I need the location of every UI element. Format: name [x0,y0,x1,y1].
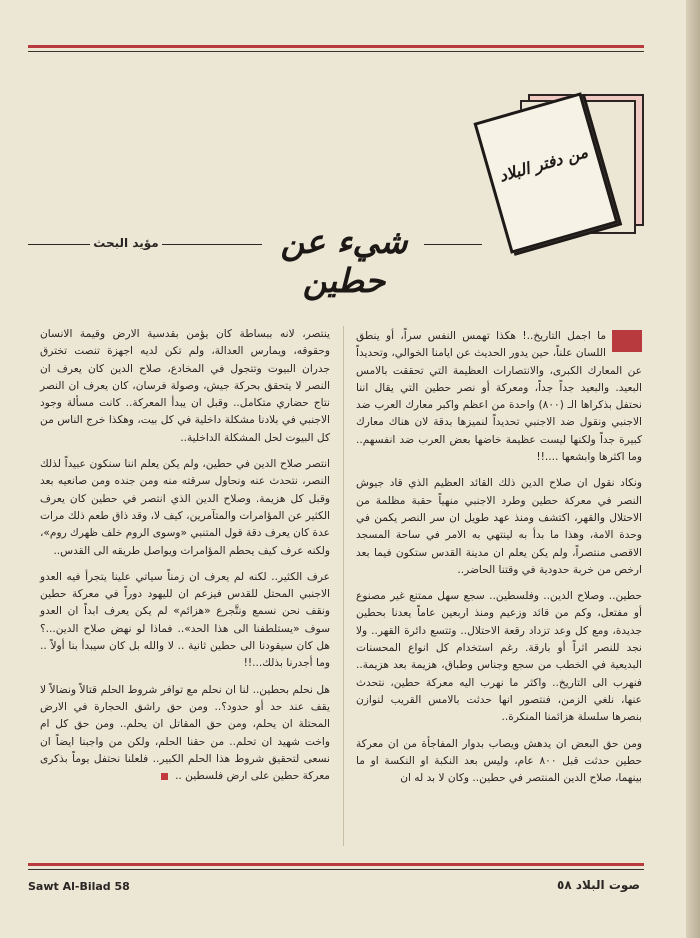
paragraph: ما اجمل التاريخ..! هكذا تهمس النفس سراً، أو ينطق اللسان علناً، حين يدور الحديث عن ايامنا الخوالي، وتحديداً عن المعارك الكبرى، والانتصارات العظيمة التي تحققت بالامس البعيد. والبعيد جداً جداً، ومعركة أو نصر حطين التي يقال اننا نحتفل بذكراها الـ (٨٠٠) واحدة من اعظم واكبر معارك العرب ضد الاجنبي ونقول ضد الاجنبي تحديداً لنميزها بدقة لان هناك معارك كبيرة جداً ولكنها ليست عظيمة خاضها بعض العرب ضد انفسهم.. وما اكثرها وابشعها ....!! [356,330,642,464]
headline-rule-left [28,244,90,245]
paragraph: عرف الكثير.. لكنه لم يعرف ان زمناً سياتي علينا يتجرأ فيه العدو الاجنبي المحتل للقدس فيزعم ان لليهود دوراً في معركة حطين ونقف نحن نسمع ونتَّجرع «هزائم» لم يكن يعرف ابداً ان العدو سوف «يستلطفنا الى هذا الحد».. فماذا لو نهض صلاح الدين...؟ هل كان سيقودنا الى حطين ثانية .. لا والله بل كان سيبدأ بنا أولاً .. وما أجدرنا بذلك...!! [40,570,330,670]
section-title: من دفتر البلاد [496,142,590,186]
page-edge [686,0,700,938]
footer-folio-arabic: صوت البلاد ٥٨ [557,878,640,892]
headline-rule-middle [162,244,262,245]
footer-folio-english: Sawt Al-Bilad 58 [28,880,130,893]
paragraph: هل نحلم بحطين.. لنا ان نحلم مع توافر شروط الحلم قتالاً ونضالاً لا يقف عند حد أو حدود؟.. ومن حق راشق الحجارة في الارض المحتلة ان يحلم، ومن حق المقاتل ان يحلم.. ومن حق كل ام واخت شهيد ان تحلم.. من حقنا الحلم، ولكن من واجبنا ايضاً ان نسعى لتحقيق شروط هذا الحلم الكبير.. فلعلنا نحتفل يوماً بذكرى معركة حطين على ارض فلسطين .. [40,683,330,783]
author-name: مؤيد البحث [93,236,159,250]
paragraph: حطين.. وصلاح الدين.. وفلسطين.. سجع سهل ممتنع غير مصنوع أو مفتعل، وكم من قائد وزعيم ومنذ اربعين عاماً يعدنا بحطين جديدة، ومع كل وعد تزداد رقعة الاحتلال.. وتتسع دائرة القهر.. ولا نجد للنصر اثراً أو بارقة. رغم استخدام كل انواع المحسنات البديعية في الخطب من سجع وجناس وطباق، هزيمة بعد هزيمة.. فنهرب الى التاريخ.. واكثر ما نهرب اليه معركة حطين، نتحدث عنها، نلغي الزمن، فنتصور انها حدثت بالامس القريب لنوازن بنصرها سلسلة هزائمنا المنكرة.. [356,590,642,724]
end-of-article-mark [161,773,168,780]
headline-rule-right [424,244,482,245]
article-column-right [356,328,642,796]
article-column-left [40,326,330,794]
paragraph: ومن حق البعض ان يدهش ويصاب بدوار المفاجأة من ان معركة حطين حدثت قبل ٨٠٠ عام، وليس بعد النكبة او النكسة او ما بينهما، صلاح الدين المنتصر في حطين.. وكان لا بد له ان [356,737,642,785]
bottom-rule [28,863,644,870]
page-title: شيء عن حطين [280,222,408,300]
drop-cap-mark [612,330,642,352]
paragraph: ينتصر، لانه ببساطة كان يؤمن بقدسية الارض وقيمة الانسان وحقوقه، ويمارس العدالة، ولم تكن لديه اجهزة تنصت تخترق جدران البيوت وتتجول في المخادع، صلاح الدين كان يعرف ان النصر لا يتحقق بحركة جيش، وصولة فرسان، كان يعرف ان النصر نتاج حضاري متكامل.. وقبل ان يبدأ المعركة.. كانت مسألة وجود الاجنبي في بلادنا مشكلة داخلية في كل بيت، وهكذا خرج الناس من كل البيوت لحل المشكلة الداخلية.. [40,328,330,444]
paragraph: انتصر صلاح الدين في حطين، ولم يكن يعلم اننا سنكون عبيداً لذلك النصر، نتحدث عنه ونحاول سرقته منه ومن جنده ومن صانعيه بعد وقبل كل هزيمة. وصلاح الدين الذي انتصر في حطين كان يعرف الكثير عن المؤامرات والمتآمرين، كيف لا، وقد ذاق طعم ذلك مرات عدة كان يعرف دقة قول المتنبي «وسوى الروم خلف ظهرك روم»، ولكنه عرف كيف يحطم المؤامرات ويواصل طريقه الى القدس.. [40,458,330,557]
top-rule [28,45,644,52]
column-divider [343,326,344,846]
paragraph: ونكاد نقول ان صلاح الدين ذلك القائد العظيم الذي قاد جيوش النصر في معركة حطين وطرد الاجنبي منهياً حقبة مظلمة من الاحتلال والقهر، اكتشف ومنذ عهد طويل ان سر النصر يكمن في وحدة الامة، وهذا ما بدأ به لينتهي به الامر في ساحة المسجد الاقصى منتصراً، ولم يكن يعلم ان مدينة القدس ستكون فيما بعد ارخص من خربة حدودية في وقتنا الحاضر.. [356,477,642,576]
